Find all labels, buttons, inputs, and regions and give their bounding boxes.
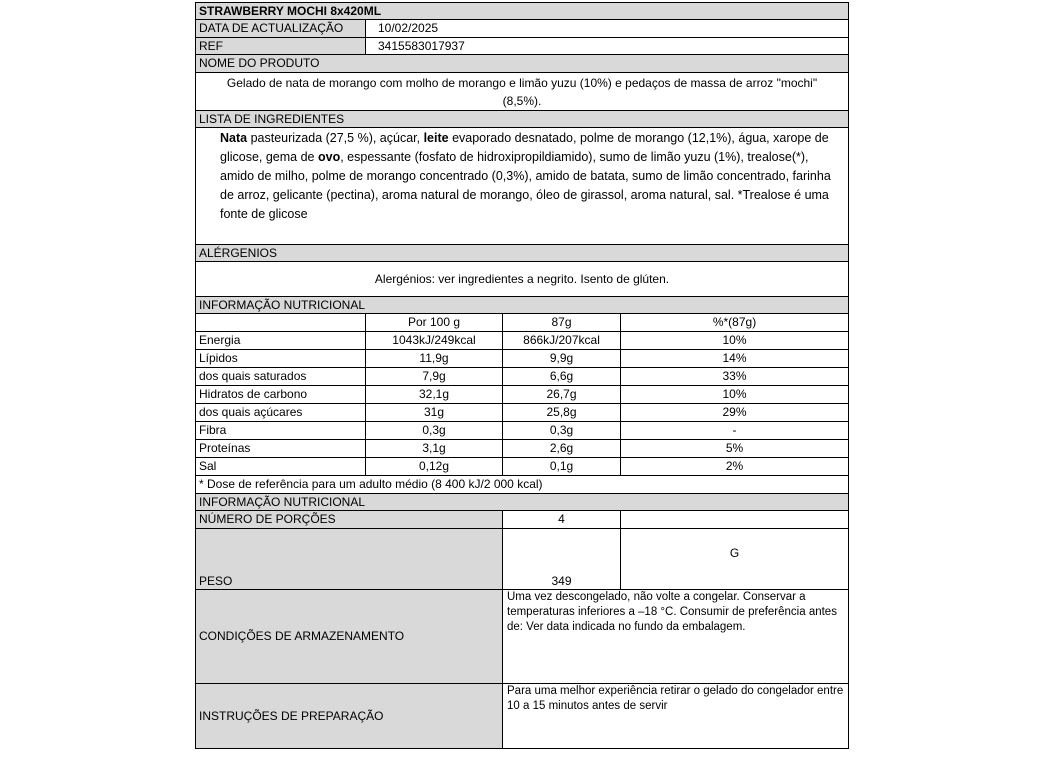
nutrient-pct: 14% [621,350,849,368]
nutrient-per100: 0,3g [366,422,503,440]
weight-unit: G [621,529,849,590]
nutrient-portion: 6,6g [503,368,621,386]
nutrient-pct: 33% [621,368,849,386]
portions-empty [621,511,849,529]
ref-label: REF [196,38,366,55]
nutrient-portion: 2,6g [503,440,621,458]
nutrition-row [196,458,849,476]
allergens-value: Alergénios: ver ingredientes a negrito. Isento de glúten. [196,262,849,297]
nutrient-per100: 32,1g [366,386,503,404]
nutrient-name: Lípidos [196,350,366,368]
spec-table [195,2,849,749]
nutrient-portion: 866kJ/207kcal [503,332,621,350]
nutrient-pct: 29% [621,404,849,422]
weight-value: 349 [503,529,621,590]
ingredient-bold: leite [423,131,449,145]
nutrient-portion: 0,3g [503,422,621,440]
nutrient-name: Hidratos de carbono [196,386,366,404]
product-name-value: Gelado de nata de morango com molho de morango e limão yuzu (10%) e pedaços de massa de arroz "mochi"(8,5%). [196,73,849,111]
update-date-label: DATA DE ACTUALIZAÇÃO [196,20,366,38]
nutrient-pct: 10% [621,332,849,350]
nutrient-portion: 25,8g [503,404,621,422]
allergens-label: ALÉRGENIOS [196,245,849,262]
nutrient-name: Fibra [196,422,366,440]
nutrient-per100: 1043kJ/249kcal [366,332,503,350]
nutrient-per100: 11,9g [366,350,503,368]
nutrient-portion: 0,1g [503,458,621,476]
storage-value: Uma vez descongelado, não volte a congelar. Conservar a temperaturas inferiores a –18 °C. Consumir de preferência antes de: Ver data indicada no fundo da embalagem. [503,590,849,684]
nutrient-per100: 3,1g [366,440,503,458]
ingredient-bold: Nata [220,131,248,145]
nutrition-footnote: * Dose de referência para um adulto médio (8 400 kJ/2 000 kcal) [196,476,849,494]
nutrition-header-blank [196,314,366,332]
ingredient-bold: ovo [317,150,341,164]
nutrient-name: dos quais saturados [196,368,366,386]
nutrient-name: Proteínas [196,440,366,458]
nutrition-row [196,422,849,440]
nutrient-per100: 0,12g [366,458,503,476]
update-date-value: 10/02/2025 [366,20,849,38]
portions-label: NÚMERO DE PORÇÕES [196,511,503,529]
nutrient-name: dos quais açúcares [196,404,366,422]
nutrient-per100: 31g [366,404,503,422]
nutrition-header-portion: 87g [503,314,621,332]
nutrient-portion: 9,9g [503,350,621,368]
preparation-label: INSTRUÇÕES DE PREPARAÇÃO [196,684,503,749]
ingredient-text: pasteurizada (27,5 %), açúcar, [247,131,424,145]
nutrition-row [196,440,849,458]
nutrition-row [196,332,849,350]
product-title: STRAWBERRY MOCHI 8x420ML [196,3,849,20]
nutrition-row [196,350,849,368]
portions-value: 4 [503,511,621,529]
nutrient-pct: 5% [621,440,849,458]
nutrient-pct: - [621,422,849,440]
storage-label: CONDIÇÕES DE ARMAZENAMENTO [196,590,503,684]
nutrient-name: Sal [196,458,366,476]
ingredient-text: evaporado desnatado, polme de morango (12,1%), água, xarope de glicose, gema de [220,131,829,164]
product-spec-sheet [195,2,848,749]
nutrition-header-pct: %*(87g) [621,314,849,332]
preparation-value: Para uma melhor experiência retirar o gelado do congelador entre 10 a 15 minutos antes de servir [503,684,849,749]
nutrition-row [196,386,849,404]
nutrition-row [196,404,849,422]
nutrition-header-per100: Por 100 g [366,314,503,332]
nutrient-portion: 26,7g [503,386,621,404]
nutrient-pct: 10% [621,386,849,404]
nutrient-pct: 2% [621,458,849,476]
nutrition-label: INFORMAÇÃO NUTRICIONAL [196,297,849,314]
weight-label: PESO [196,529,503,590]
ref-value: 3415583017937 [366,38,849,55]
nutrition2-label: INFORMAÇÃO NUTRICIONAL [196,494,849,511]
nutrient-per100: 7,9g [366,368,503,386]
nutrition-row [196,368,849,386]
product-name-label: NOME DO PRODUTO [196,55,849,73]
ingredient-text: , espessante (fosfato de hidroxipropildiamido), sumo de limão yuzu (1%), trealose(*), amido de milho, polme de morango concentrado (0,3%), amido de batata, sumo de limão concentrado, farinha de arroz, gelicante (pectina), aroma natural de morango, óleo de girassol, aroma natural, sal. *Trealose é uma fonte de glicose [220,150,831,221]
ingredients-text [196,128,849,245]
nutrient-name: Energia [196,332,366,350]
ingredients-label: LISTA DE INGREDIENTES [196,111,849,128]
